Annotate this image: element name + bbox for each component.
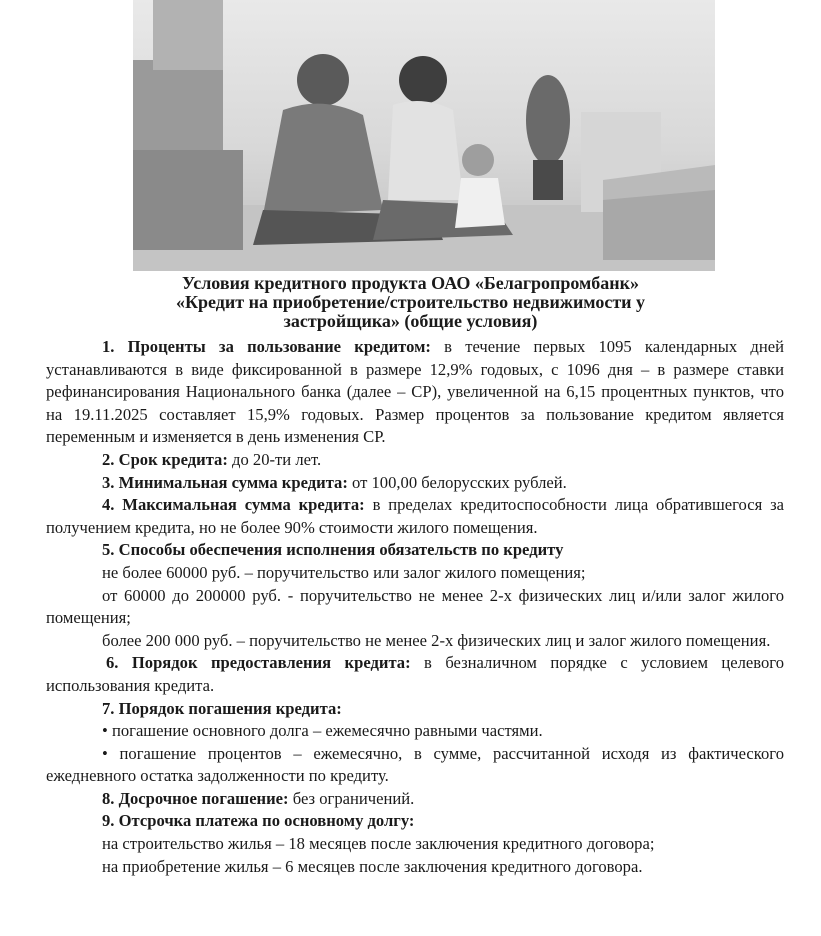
section-7-heading: 7. Порядок погашения кредита:: [102, 698, 342, 718]
section-8-heading: 8. Досрочное погашение:: [102, 788, 289, 808]
section-1-heading: 1. Проценты за пользование кредитом:: [102, 337, 431, 356]
deferral-item-2: на приобретение жилья – 6 месяцев после заключения кредитного договора.: [102, 856, 643, 876]
section-8-text: без ограничений.: [288, 788, 415, 808]
section-2-heading: 2. Срок кредита:: [102, 449, 228, 469]
section-6-heading: 6. Порядок предоставления кредита:: [106, 653, 411, 673]
security-item-2: от 60000 до 200000 руб. - поручительство не менее 2-х физических лиц и/или залог жилого помещения;: [46, 585, 784, 628]
title-line-2: «Кредит на приобретение/строительство недвижимости у: [175, 292, 646, 312]
title-line-3: застройщика» (общие условия): [283, 311, 538, 331]
section-1-text: в течение первых 1095 календарных дней устанавливаются в виде фиксированной в размере 12,9% годовых, с 1096 дня – в размере ставки рефинансирования Национального банка (далее – СР), увеличенной на 6,15 процентных пунктов, что на 19.11.2025 составляет 15,9% годовых. Размер процентов за пользование кредитом является переменным и изменяется в день изменения СР.: [46, 337, 784, 447]
section-9: [46, 810, 784, 833]
section-3-text: от 100,00 белорусских рублей.: [347, 472, 567, 492]
section-2-text: до 20-ти лет.: [227, 449, 322, 469]
section-4-heading: 4. Максимальная сумма кредита:: [102, 495, 365, 515]
section-4-text: в пределах кредитоспособности лица обратившегося за получением кредита, но не более 90% стоимости жилого помещения.: [46, 495, 785, 537]
security-item-1: не более 60000 руб. – поручительство или залог жилого помещения;: [102, 562, 586, 582]
section-9-heading: 9. Отсрочка платежа по основному долгу:: [102, 811, 415, 831]
security-item-3: более 200 000 руб. – поручительство не менее 2-х физических лиц и залог жилого помещения.: [102, 630, 771, 650]
section-5: [46, 539, 784, 562]
document-title: [0, 274, 821, 331]
conditions-body: [46, 336, 784, 878]
section-2: [46, 449, 784, 472]
section-6: [46, 652, 784, 697]
title-line-1: Условия кредитного продукта ОАО «Белагропромбанк»: [181, 273, 640, 293]
section-4: [46, 494, 784, 539]
deferral-item-1: на строительство жилья – 18 месяцев после заключения кредитного договора;: [102, 834, 655, 854]
repayment-item-1: • погашение основного долга – ежемесячно равными частями.: [102, 721, 543, 741]
section-1: [46, 336, 784, 449]
section-3-heading: 3. Минимальная сумма кредита:: [102, 472, 348, 492]
section-3: [46, 472, 784, 495]
repayment-item-2: • погашение процентов – ежемесячно, в сумме, рассчитанной исходя из фактического ежедневного остатка задолженности по кредиту.: [46, 743, 784, 786]
section-7: [46, 698, 784, 721]
family-photo: [133, 0, 715, 271]
section-6-text: в безналичном порядке с условием целевого использования кредита.: [46, 653, 784, 695]
section-8: [46, 788, 784, 811]
section-5-heading: 5. Способы обеспечения исполнения обязательств по кредиту: [102, 540, 564, 560]
